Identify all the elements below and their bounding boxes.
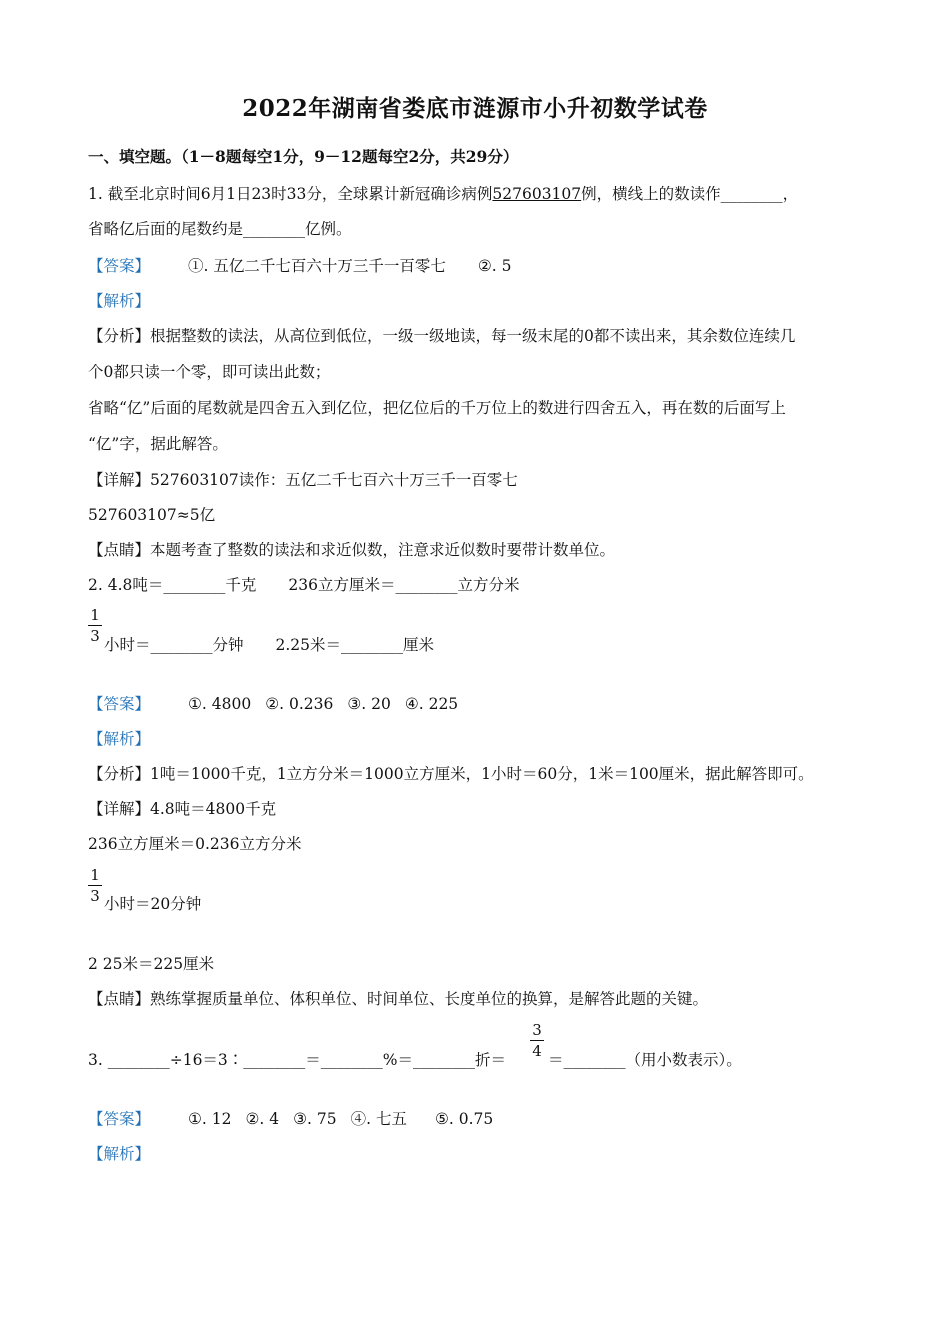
- q2-xiangjie-line2: 236立方厘米＝0.236立方分米: [88, 835, 302, 853]
- q1-text-b: 例，横线上的数读作________，: [581, 185, 799, 203]
- q1-fenxi-text1: 根据整数的读法，从高位到低位，一级一级地读，每一级末尾的0都不读出来，其余数位连续几: [150, 327, 796, 345]
- q2-answer-3: ③. 20: [347, 695, 391, 713]
- xiangjie-tag: 【详解】: [88, 800, 151, 818]
- q2-answer-1: ①. 4800: [188, 695, 252, 713]
- q1-fenxi-line3: 省略“亿”后面的尾数就是四舍五入到亿位，把亿位后的千万位上的数进行四舍五入，再在数的后面写上: [88, 399, 786, 417]
- q2-answer: [88, 693, 458, 715]
- q1-xiangjie-text1: 527603107读作：五亿二千七百六十万三千一百零七: [150, 471, 518, 489]
- q2-text-d: 2.25米＝________厘米: [275, 636, 435, 654]
- q3-answer-4: ④. 七五: [350, 1110, 407, 1128]
- q1-dianjing-text: 本题考查了整数的读法和求近似数，注意求近似数时要带计数单位。: [150, 541, 616, 559]
- q2-analysis-tag: 【解析】: [88, 730, 151, 748]
- q1-xiangjie-line1: [88, 469, 518, 491]
- q2-answer-4: ④. 225: [404, 695, 459, 713]
- q2-fraction: [88, 606, 102, 645]
- fraction-denominator: 3: [90, 887, 100, 905]
- q2-xiangjie-line3: 小时＝20分钟: [104, 895, 202, 913]
- q1-xiangjie-line2: 527603107≈5亿: [88, 506, 216, 524]
- q1-text-a: 1. 截至北京时间6月1日23时33分，全球累计新冠确诊病例: [88, 185, 493, 203]
- q3-answer-1: ①. 12: [188, 1110, 232, 1128]
- q1-line1: [88, 183, 798, 205]
- q2-line2: [104, 634, 434, 656]
- q2-text-b: 236立方厘米＝________立方分米: [288, 576, 520, 594]
- q3-line-b: ＝________（用小数表示）。: [548, 1051, 742, 1069]
- q3-answer: [88, 1108, 493, 1130]
- answer-tag: 【答案】: [88, 1110, 151, 1128]
- q1-answer: [88, 255, 512, 277]
- q1-line2: 省略亿后面的尾数约是________亿例。: [88, 220, 352, 238]
- q1-fenxi-line2: 个0都只读一个零，即可读出此数；: [88, 363, 331, 381]
- q1-underlined-number: 527603107: [492, 185, 582, 203]
- q1-fenxi-line4: “亿”字，据此解答。: [88, 435, 228, 453]
- answer-tag: 【答案】: [88, 257, 151, 275]
- q2-xiangjie-line4: 2 25米＝225厘米: [88, 955, 215, 973]
- dianjing-tag: 【点睛】: [88, 990, 151, 1008]
- q2-fenxi-text: 1吨＝1000千克，1立方分米＝1000立方厘米，1小时＝60分，1米＝100厘米，据此解答即可。: [150, 765, 814, 783]
- fraction-numerator: 1: [90, 866, 100, 884]
- q1-answer-1: ①. 五亿二千七百六十万三千一百零七: [188, 257, 446, 275]
- q3-line-a: 3. ________÷16＝3∶________＝________%＝________折＝: [88, 1051, 507, 1069]
- q2-line1: [88, 574, 519, 596]
- fenxi-tag: 【分析】: [88, 327, 151, 345]
- fraction-numerator: 1: [90, 606, 100, 624]
- q2-xiangjie-line1: [88, 798, 276, 820]
- fraction-numerator: 3: [532, 1021, 542, 1039]
- q3-answer-2: ②. 4: [245, 1110, 280, 1128]
- q2-xiangjie-text1: 4.8吨＝4800千克: [150, 800, 277, 818]
- q3-analysis-tag: 【解析】: [88, 1145, 151, 1163]
- q2-dianjing: [88, 988, 708, 1010]
- q1-answer-2: ②. 5: [477, 257, 512, 275]
- fraction-denominator: 4: [532, 1042, 542, 1060]
- q2-xiangjie-fraction: [88, 866, 102, 905]
- q2-text-c: 小时＝________分钟: [104, 636, 244, 654]
- q2-text-a: 2. 4.8吨＝________千克: [88, 576, 257, 594]
- q3-fraction: [530, 1021, 544, 1060]
- page-title: 2022年湖南省娄底市涟源市小升初数学试卷: [242, 95, 708, 122]
- answer-tag: 【答案】: [88, 695, 151, 713]
- xiangjie-tag: 【详解】: [88, 471, 151, 489]
- q3-answer-3: ③. 75: [293, 1110, 337, 1128]
- q2-answer-2: ②. 0.236: [265, 695, 334, 713]
- fraction-denominator: 3: [90, 627, 100, 645]
- section-heading: 一、填空题。（1－8题每空1分，9－12题每空2分，共29分）: [88, 147, 519, 166]
- q1-fenxi-line1: [88, 325, 795, 347]
- dianjing-tag: 【点睛】: [88, 541, 151, 559]
- fenxi-tag: 【分析】: [88, 765, 151, 783]
- q2-dianjing-text: 熟练掌握质量单位、体积单位、时间单位、长度单位的换算，是解答此题的关键。: [150, 990, 709, 1008]
- q2-fenxi: [88, 763, 814, 785]
- q1-dianjing: [88, 539, 615, 561]
- q3-answer-5: ⑤. 0.75: [434, 1110, 494, 1128]
- q1-analysis-tag: 【解析】: [88, 292, 151, 310]
